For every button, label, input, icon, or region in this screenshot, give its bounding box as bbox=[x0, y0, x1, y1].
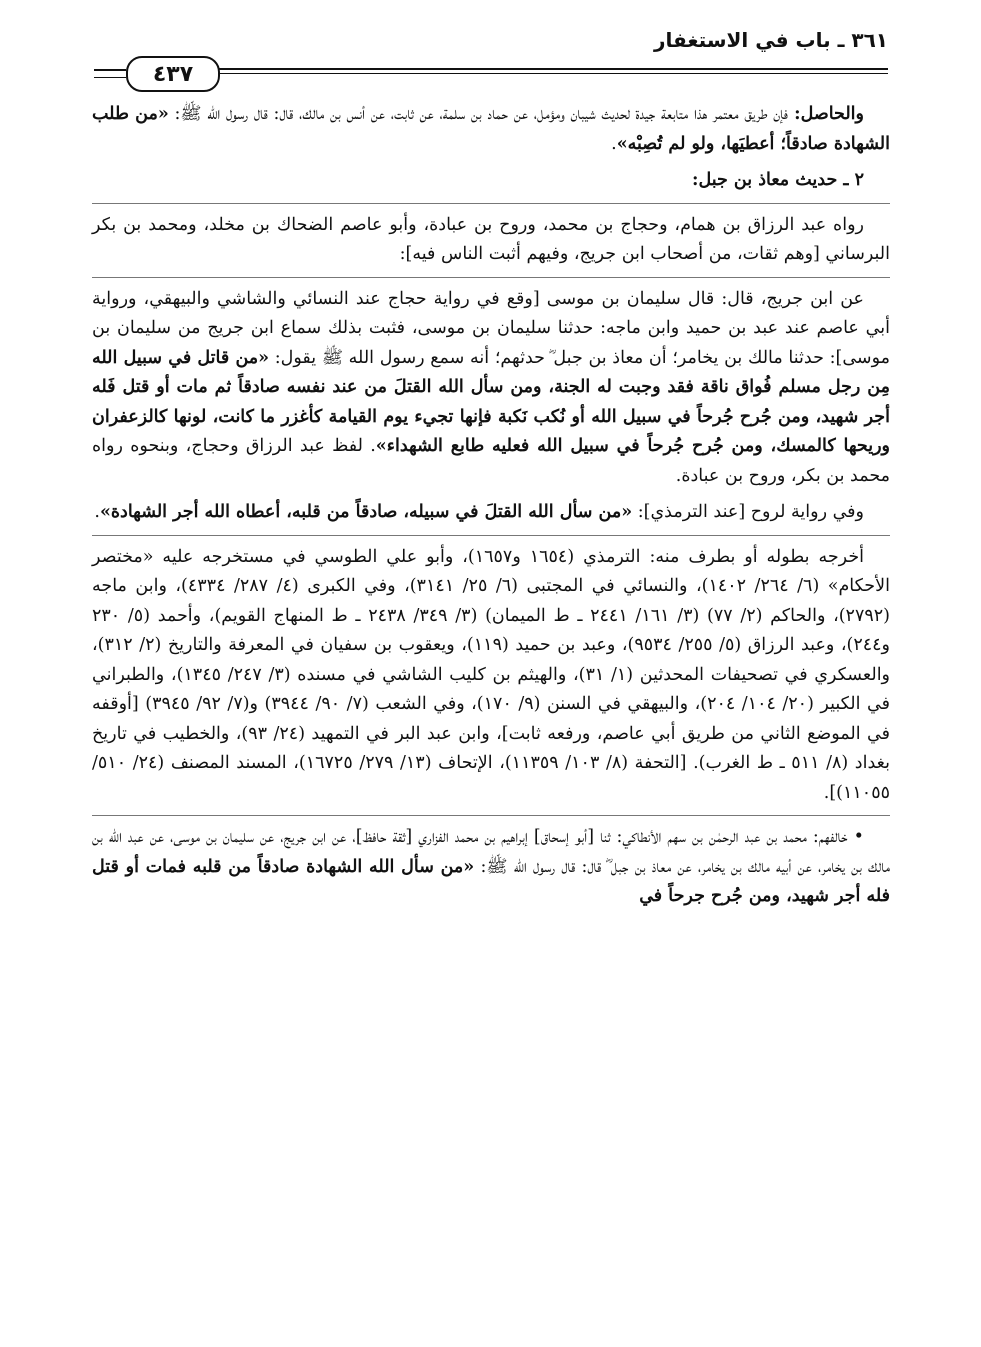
section-divider bbox=[92, 815, 890, 816]
body-text: . bbox=[611, 133, 617, 154]
section-divider bbox=[92, 277, 890, 278]
bold-text: ٢ ـ حديث معاذ بن جبل: bbox=[692, 170, 864, 190]
body-text: وفي رواية لروح [عند الترمذي]: bbox=[632, 502, 864, 522]
paragraph-p4 bbox=[92, 285, 890, 492]
body-text: . لفظ عبد الرزاق وحجاج، وبنحوه رواه محمد بن بكر، وروح بن عبادة. bbox=[92, 436, 890, 486]
paragraph-p6 bbox=[92, 543, 890, 809]
paragraph-p3 bbox=[92, 211, 890, 270]
chapter-title: ٣٦١ ـ باب في الاستغفار bbox=[653, 28, 888, 52]
bold-text: «من طلب الشهادة صادقاً؛ أعطيَها، ولو لم تُصِبْه» bbox=[92, 104, 890, 154]
page-body bbox=[92, 100, 890, 919]
page-number bbox=[126, 56, 220, 92]
page-number-rule bbox=[94, 69, 126, 78]
page-header bbox=[94, 28, 888, 87]
paragraph-p1 bbox=[92, 100, 890, 159]
body-text: عن ابن جريج، قال: قال سليمان بن موسى [وقع في رواية حجاج عند النسائي والشاشي والبيهقي، ورواية أبي عاصم عند عبد بن حميد وابن ماجه: حدثنا سليمان بن موسى، فثبت بذلك سماع ابن جريج من سليمان بن موسى]: حدثنا مالك بن يخامر؛ أن معاذ بن جبل ؓ حدثهم؛ أنه سمع رسول الله ﷺ يقول: bbox=[92, 288, 890, 368]
body-text: رواه عبد الرزاق بن همام، وحجاج بن محمد، وروح بن عبادة، وأبو عاصم الضحاك بن مخلد، ومحمد بن بكر البرساني [وهم ثقات، من أصحاب ابن جريج، وفيهم أثبت الناس فيه]: bbox=[92, 214, 890, 264]
section-divider bbox=[92, 203, 890, 204]
paragraph-p2 bbox=[92, 166, 890, 196]
body-text: . bbox=[94, 502, 100, 522]
bold-text: «من سأل الله الشهادة صادقاً من قلبه فمات أو قتل فله أجر شهيد، ومن جُرح جرحاً في bbox=[92, 856, 890, 906]
header-rule-thin bbox=[208, 73, 888, 74]
paragraph-p7 bbox=[92, 823, 890, 912]
body-text: • خالفهم: محمد بن عبد الرحمٰن بن سهم الأنطاكي: ثنا [أبو إسحاق] إبراهيم بن محمد الفزاري [ثقة حافظ]، عن ابن جريج، عن سليمان بن موسى، عن عبد الله بن مالك بن يخامر، عن أبيه مالك بن يخامر، عن معاذ بن جبل ؓ قال: قال رسول الله ﷺ: bbox=[92, 827, 890, 877]
bold-text: والحاصل: bbox=[787, 104, 864, 124]
section-divider bbox=[92, 535, 890, 536]
paragraph-p5 bbox=[92, 498, 890, 528]
body-text: أخرجه بطوله أو بطرف منه: الترمذي (١٦٥٤ و١٦٥٧)، وأبو علي الطوسي في مستخرجه عليه «مختصر الأحكام» (٦/ ٢٦٤/ ١٤٠٢)، والنسائي في المجتبى (٦/ ٢٥/ ٣١٤١)، وفي الكبرى (٤/ ٢٨٧/ ٤٣٣٤)، وابن ماجه (٢٧٩٢)، والحاكم (٢/ ٧٧) (٣/ ١٦١/ ٢٤٤١ ـ ط الميمان) (٣/ ٣٤٩/ ٢٤٣٨ ـ ط المنهاج القويم)، وأحمد (٥/ ٢٣٠ و٢٤٤)، وعبد الرزاق (٥/ ٢٥٥/ ٩٥٣٤)، وعبد بن حميد (١١٩)، ويعقوب بن سفيان في المعرفة والتاريخ (٢/ ٣١٢)، والعسكري في تصحيفات المحدثين (١/ ٣١)، والهيثم بن كليب الشاشي في مسنده (٣/ ٢٤٧/ ١٣٤٥)، والطبراني في الكبير (٢٠/ ١٠٤/ ٢٠٤)، والبيهقي في السنن (٩/ ١٧٠)، وفي الشعب (٧/ ٩٠/ ٣٩٤٤) و(٧/ ٩٢/ ٣٩٤٥) [أوقفه في الموضع الثاني من طريق أبي عاصم، ورفعه ثابت]، وابن عبد البر في التمهيد (٢٤/ ٩٣)، والخطيب في تاريخ بغداد (٨/ ٥١١ ـ ط الغرب). [التحفة (٨/ ١٠٣/ ١١٣٥٩)، الإتحاف (١٣/ ٢٧٩/ ١٦٧٢٥)، المسند المصنف (٢٤/ ٥١٠/ ١١٠٥٥)]. bbox=[92, 546, 891, 803]
header-rule bbox=[208, 68, 888, 70]
page-number-text: ٤٣٧ bbox=[152, 61, 194, 87]
bold-text: «من قاتل في سبيل الله مِن رجل مسلم فُواق ناقة فقد وجبت له الجنة، ومن سأل الله القتلَ من عند نفسه صادقاً ثم مات أو قتل فَله أجر شهيد، ومن جُرح جُرحاً في سبيل الله أو نُكب نَكبة فإنها تجيء يوم القيامة كأغزر ما كانت، لونها كالزعفران وريحها كالمسك، ومن جُرح جُرحاً في سبيل الله فعليه طابع الشهداء» bbox=[92, 347, 890, 456]
body-text: فإن طريق معتمر هذا متابعة جيدة لحديث شيبان ومؤمل، عن حماد بن سلمة، عن ثابت، عن أنس بن مالك، قال: قال رسول الله ﷺ: bbox=[168, 104, 788, 124]
bold-text: «من سأل الله القتلَ في سبيله، صادقاً من قلبه، أعطاه الله أجر الشهادة» bbox=[99, 502, 633, 522]
